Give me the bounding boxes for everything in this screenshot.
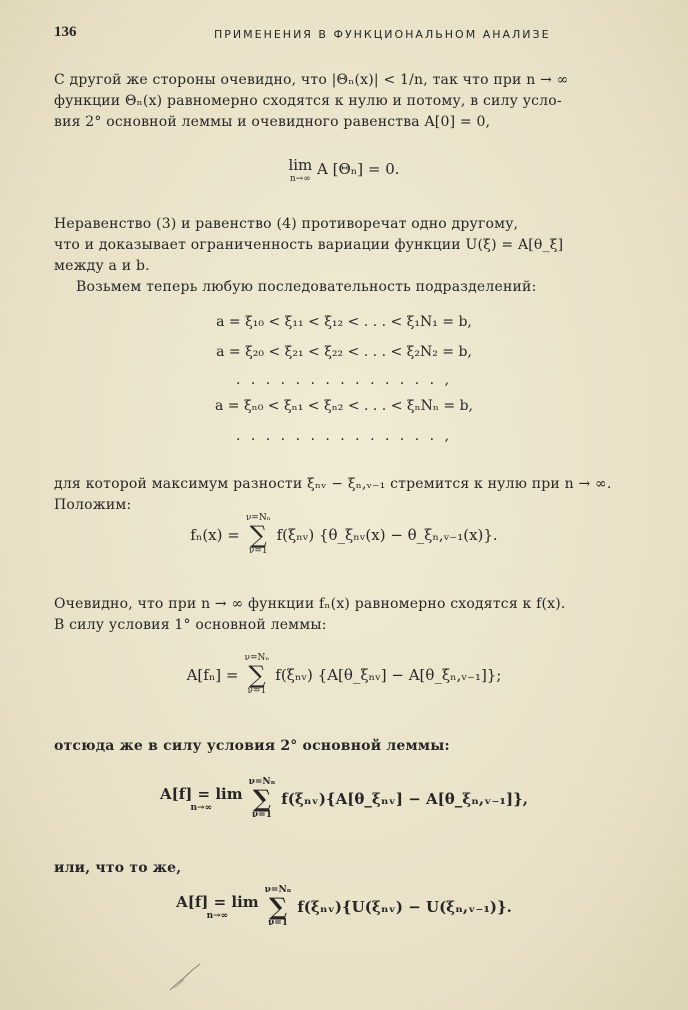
- pen-scribble-mark: [168, 962, 202, 992]
- paragraph-6: [54, 736, 654, 757]
- running-head: [54, 18, 648, 48]
- formula-fn: [0, 514, 688, 556]
- text-line: Неравенство (3) и равенство (4) противоречат одно другому,: [54, 216, 519, 232]
- text-line: для которой максимум разности ξₙᵥ − ξₙ,ᵥ₋₁ стремится к нулю при n → ∞.: [54, 476, 612, 492]
- limit-operator: [288, 156, 312, 184]
- formula-body: f(ξₙᵥ) {θ_ξₙᵥ(x) − θ_ξₙ,ᵥ₋₁(x)}.: [276, 526, 498, 544]
- sum-upper-limit: ν=Nₙ: [264, 885, 292, 895]
- formula-Af-U: [0, 886, 688, 928]
- sum-upper-limit: ν=Nₙ: [248, 777, 276, 787]
- ellipsis-row: . . . . . . . . . . . . . . ,: [235, 428, 453, 444]
- sum-operator: [246, 514, 271, 556]
- text-line: Возьмем теперь любую последовательность подразделений:: [76, 279, 537, 295]
- sum-lower-limit: ν=1: [248, 546, 268, 556]
- formula-body: f(ξₙᵥ){A[θ_ξₙᵥ] − A[θ_ξₙ,ᵥ₋₁]},: [281, 790, 528, 808]
- sum-lower-limit: ν=1: [267, 918, 289, 928]
- limit-subscript: n→∞: [190, 803, 213, 813]
- sigma-symbol: ∑: [252, 784, 271, 813]
- paragraph-1: [54, 70, 654, 133]
- limit-operator: [176, 893, 259, 921]
- sum-upper-limit: ν=Nₙ: [244, 653, 270, 663]
- running-title: ПРИМЕНЕНИЯ В ФУНКЦИОНАЛЬНОМ АНАЛИЗЕ: [214, 28, 551, 41]
- formula-limit-theta: [0, 156, 688, 184]
- text-line: Положим:: [54, 497, 132, 513]
- ellipsis-row: . . . . . . . . . . . . . . ,: [235, 372, 453, 388]
- text-line: что и доказывает ограниченность вариации функции U(ξ) = A[θ_ξ]: [54, 237, 564, 253]
- subdivision-1: a = ξ₁₀ < ξ₁₁ < ξ₁₂ < . . . < ξ₁N₁ = b,: [216, 314, 472, 330]
- limit-operator: [160, 785, 243, 813]
- text-line: между a и b.: [54, 258, 150, 274]
- formula-lhs: A[f] = lim: [176, 893, 259, 911]
- text-line: вия 2° основной леммы и очевидного равенства A[0] = 0,: [54, 114, 491, 130]
- subdivision-2: a = ξ₂₀ < ξ₂₁ < ξ₂₂ < . . . < ξ₂N₂ = b,: [216, 344, 472, 360]
- text-line: или, что то же,: [54, 860, 182, 876]
- limit-word: lim: [288, 156, 313, 174]
- subdivision-n: a = ξₙ₀ < ξₙ₁ < ξₙ₂ < . . . < ξₙNₙ = b,: [214, 398, 473, 414]
- paragraph-4: [54, 474, 654, 516]
- sigma-symbol: ∑: [249, 521, 267, 549]
- sigma-symbol: ∑: [248, 661, 266, 689]
- sum-operator: [265, 886, 292, 928]
- formula-Afn: [0, 654, 688, 696]
- paragraph-5: [54, 594, 654, 636]
- sigma-symbol: ∑: [268, 892, 288, 921]
- text-line: отсюда же в силу условия 2° основной леммы:: [54, 738, 450, 754]
- text-line: функции Θₙ(x) равномерно сходятся к нулю и потому, в силу усло-: [54, 93, 562, 109]
- formula-body: A [Θₙ] = 0.: [317, 160, 400, 178]
- text-line: Очевидно, что при n → ∞ функции fₙ(x) равномерно сходятся к f(x).: [54, 596, 566, 612]
- paragraph-2: [54, 214, 654, 298]
- text-line: С другой же стороны очевидно, что |Θₙ(x)| < 1/n, так что при n → ∞: [54, 72, 569, 88]
- sum-lower-limit: ν=1: [247, 686, 267, 696]
- formula-body: f(ξₙᵥ){U(ξₙᵥ) − U(ξₙ,ᵥ₋₁)}.: [297, 898, 512, 916]
- formula-body: f(ξₙᵥ) {A[θ_ξₙᵥ] − A[θ_ξₙ,ᵥ₋₁]};: [275, 666, 502, 684]
- sum-upper-limit: ν=Nₙ: [245, 513, 271, 523]
- formula-Af-limit: [0, 778, 688, 820]
- formula-lhs: fₙ(x) =: [190, 526, 240, 544]
- page-number: 136: [54, 24, 77, 40]
- text-line: В силу условия 1° основной леммы:: [54, 617, 327, 633]
- limit-subscript: n→∞: [206, 911, 229, 921]
- sum-operator: [249, 778, 276, 820]
- limit-subscript: n→∞: [289, 174, 311, 184]
- sum-operator: [245, 654, 270, 696]
- formula-lhs: A[f] = lim: [160, 785, 243, 803]
- paragraph-7: [54, 858, 654, 879]
- sum-lower-limit: ν=1: [251, 810, 272, 820]
- formula-lhs: A[fₙ] =: [186, 666, 239, 684]
